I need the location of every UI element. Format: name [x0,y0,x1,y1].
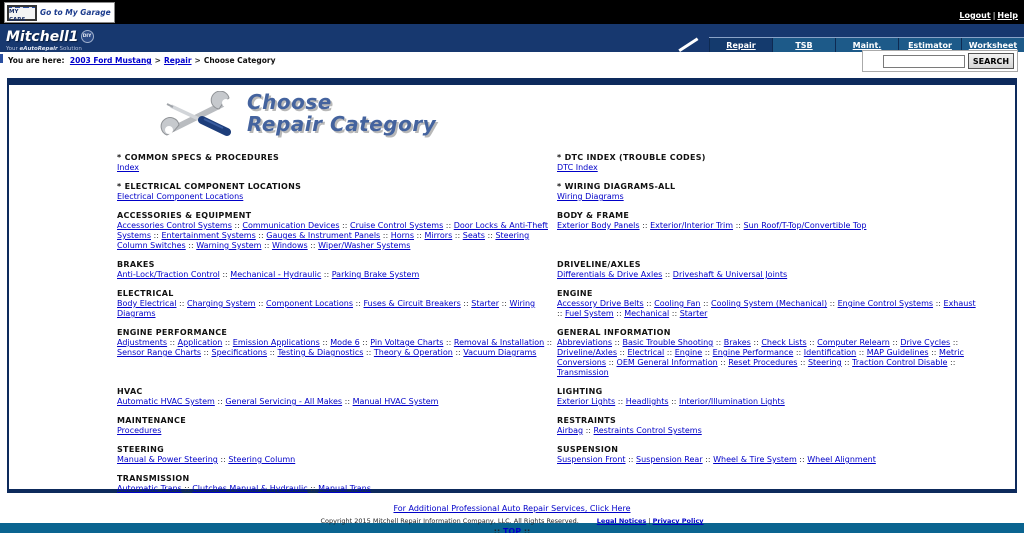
category-section [117,328,557,378]
link-separator: :: [583,426,594,435]
category-link[interactable]: Windows [271,241,308,250]
category-link[interactable]: Restraints Control Systems [593,426,702,435]
link-separator: :: [793,348,804,357]
tab-label: Estimator [908,40,952,50]
my-cars-plate-label: MY CARS [9,8,26,23]
category-link[interactable]: Manual Trans [318,484,371,493]
category-link[interactable]: Interior/Illumination Lights [679,397,785,406]
link-separator: :: [797,358,808,367]
link-separator: :: [307,241,319,250]
main-content-box [7,78,1017,493]
link-separator: :: [217,455,229,464]
category-link[interactable]: Adjustments [117,338,168,347]
category-link[interactable]: Headlights [625,397,669,406]
tab-label: TSB [795,40,813,50]
logout-link[interactable]: Logout [959,11,991,20]
category-link[interactable]: Entertainment Systems [161,231,256,240]
link-separator: :: [733,221,744,230]
diy-badge-icon: DIY [81,30,94,43]
link-separator: :: [214,397,226,406]
header-bar [0,24,1024,52]
top-links-divider: | [992,11,996,20]
category-link[interactable]: Basic Trouble Shooting [622,338,714,347]
link-separator: :: [484,231,496,240]
link-separator: :: [151,231,162,240]
footer-promo-link[interactable]: For Additional Professional Auto Repair Services, Click Here [393,504,631,513]
category-link[interactable]: Clutches Manual & Hydraulic [192,484,308,493]
category-link[interactable]: MAP Guidelines [866,348,929,357]
category-link[interactable]: Mode 6 [330,338,360,347]
category-link[interactable]: Charging System [187,299,256,308]
link-separator: :: [414,231,425,240]
category-link[interactable]: Specifications [211,348,268,357]
category-link[interactable]: Suspension Front [557,455,626,464]
link-separator: :: [544,338,553,347]
help-link[interactable]: Help [997,11,1018,20]
link-separator: :: [613,309,625,318]
footer-top-row: :: TOP :: [0,527,1024,533]
search-input[interactable] [883,55,965,68]
link-separator: :: [612,338,623,347]
category-links [557,426,977,436]
category-links [117,397,557,407]
category-heading: ENGINE [557,289,593,298]
link-separator: :: [615,397,626,406]
category-heading: ENGINE PERFORMANCE [117,328,228,337]
link-separator: :: [700,299,711,308]
category-link[interactable]: Electrical [627,348,665,357]
category-grid [117,153,1015,494]
category-link[interactable]: Gauges & Instrument Panels [266,231,381,240]
link-separator: :: [319,338,331,347]
category-section [557,182,977,202]
logo-text: Mitchell1 [6,29,79,45]
category-link[interactable]: Engine [674,348,703,357]
link-separator: :: [255,231,267,240]
link-separator: :: [443,221,454,230]
category-link[interactable]: OEM General Information [616,358,718,367]
link-separator: :: [717,358,729,367]
category-link[interactable]: Pin Voltage Charts [370,338,444,347]
page-title-line2: Repair Category [247,112,437,136]
category-link[interactable]: Steering Column [228,455,296,464]
category-link[interactable]: Transmission [557,368,609,377]
category-link[interactable]: Door Locks & Anti-Theft Systems [117,221,548,240]
link-separator: :: [950,338,959,347]
category-links [557,270,977,280]
category-link[interactable]: Communication Devices [242,221,340,230]
category-link[interactable]: Drive Cycles [900,338,951,347]
category-links [557,397,977,407]
link-separator: :: [167,338,178,347]
link-separator: :: [255,299,267,308]
category-links [557,221,977,231]
category-section [557,289,977,319]
category-links [557,299,977,319]
category-link[interactable]: Wiper/Washer Systems [318,241,411,250]
link-separator: :: [201,348,212,357]
category-link[interactable]: Testing & Diagnostics [277,348,364,357]
link-separator: :: [827,299,838,308]
link-separator: :: [664,348,675,357]
category-link[interactable]: Mechanical - Hydraulic [230,270,322,279]
category-heading: RESTRAINTS [557,416,617,425]
category-link[interactable]: Theory & Operation [373,348,453,357]
link-separator: :: [750,338,762,347]
link-separator: :: [933,299,944,308]
category-link[interactable]: Fuel System [564,309,614,318]
tab-label: Worksheet [968,40,1018,50]
legal-notices-link[interactable]: Legal Notices [596,517,647,525]
category-link[interactable]: Automatic HVAC System [117,397,215,406]
category-link[interactable]: Wheel & Tire System [713,455,797,464]
footer [0,493,1024,533]
category-link[interactable]: Engine Control Systems [837,299,934,308]
breadcrumb-vehicle-link[interactable]: 2003 Ford Mustang [69,56,152,65]
category-section [117,445,557,465]
category-section [557,211,977,251]
link-separator: :: [219,270,231,279]
category-section [557,260,977,280]
category-link[interactable]: Exterior Lights [557,397,616,406]
link-separator: :: [181,484,193,493]
breadcrumb-repair-link[interactable]: Repair [163,56,192,65]
breadcrumb-separator: > [154,56,161,65]
copyright-text: Copyright 2015 Mitchell Repair Information Company, LLC. All Rights Reserved. [320,517,579,525]
category-section [117,387,557,407]
category-section [117,153,557,173]
category-link[interactable]: Sensor Range Charts [117,348,202,357]
go-to-my-garage-button[interactable] [4,2,115,23]
category-link[interactable]: Seats [462,231,485,240]
category-link[interactable]: Exhaust [943,299,976,308]
category-section [117,211,557,251]
category-section [117,182,557,202]
link-separator: :: [947,358,956,367]
category-link[interactable]: Electrical Component Locations [117,192,244,201]
category-section [557,328,977,378]
category-link[interactable]: Emission Applications [232,338,320,347]
link-separator: :: [856,348,867,357]
category-link[interactable]: Exterior/Interior Trim [650,221,734,230]
link-separator: :: [796,455,808,464]
link-separator: :: [443,338,454,347]
category-heading: BRAKES [117,260,155,269]
category-link[interactable]: Brakes [723,338,751,347]
category-link[interactable]: Cooling Fan [654,299,701,308]
category-links [557,192,977,202]
category-link[interactable]: Accessory Drive Belts [557,299,644,308]
top-bar [0,0,1024,24]
my-cars-plate-icon [7,5,37,21]
category-heading: * COMMON SPECS & PROCEDURES [117,153,280,162]
link-separator: :: [363,348,374,357]
category-link[interactable]: Driveline/Axles [557,348,617,357]
category-section [557,153,977,173]
link-separator: :: [452,348,464,357]
tab-label: Maint. [852,40,882,50]
category-links [557,455,977,465]
category-links [117,221,557,251]
link-separator: :: [643,299,655,308]
category-link[interactable]: Application [177,338,223,347]
category-section [117,416,557,436]
category-section [117,260,557,280]
link-separator: :: [185,241,197,250]
category-link[interactable]: Steering Column Switches [117,231,530,250]
category-links [117,455,557,465]
category-link[interactable]: Procedures [117,426,162,435]
category-link[interactable]: Fuses & Circuit Breakers [363,299,461,308]
category-heading: LIGHTING [557,387,603,396]
page-title-line1: Choose [247,90,332,114]
search-button[interactable]: SEARCH [968,53,1014,69]
category-heading: ACCESSORIES & EQUIPMENT [117,211,252,220]
search-panel [862,50,1018,72]
link-separator: :: [499,299,510,308]
category-link[interactable]: Abbreviations [557,338,613,347]
category-link[interactable]: Vacuum Diagrams [463,348,537,357]
category-link[interactable]: Component Locations [266,299,354,308]
category-link[interactable]: General Servicing - All Makes [225,397,343,406]
category-link[interactable]: Traction Control Disable [852,358,948,367]
category-section [557,416,977,436]
link-separator: :: [460,299,472,308]
link-separator: :: [307,484,319,493]
link-separator: :: [606,358,617,367]
category-link[interactable]: Automatic Trans [117,484,182,493]
link-separator: :: [625,455,637,464]
link-separator: :: [231,221,243,230]
category-links [117,299,557,319]
page-title [247,91,436,135]
link-separator: :: [662,270,673,279]
category-links [557,163,977,173]
category-link[interactable]: Exterior Body Panels [557,221,640,230]
link-separator: :: [452,231,463,240]
category-section [557,445,977,465]
category-link[interactable]: Mirrors [424,231,453,240]
category-heading: * DTC INDEX (TROUBLE CODES) [557,153,706,162]
footer-divider: | [648,517,651,525]
mitchell1-logo [6,26,94,52]
category-link[interactable]: Suspension Rear [636,455,703,464]
category-link[interactable]: Reset Procedures [728,358,798,367]
category-heading: ELECTRICAL [117,289,174,298]
category-link[interactable]: Driveshaft & Universal Joints [672,270,788,279]
category-heading: TRANSMISSION [117,474,190,483]
link-separator: :: [353,299,364,308]
link-separator: :: [669,309,680,318]
category-link[interactable]: Removal & Installation [453,338,545,347]
category-link[interactable]: Index [117,163,140,172]
category-section [117,289,557,319]
diagonal-slash-decoration [678,38,698,52]
breadcrumb-prefix: You are here: [8,56,65,65]
breadcrumb-current: Choose Category [203,56,276,65]
category-section [557,387,977,407]
category-heading: HVAC [117,387,143,396]
category-heading: GENERAL INFORMATION [557,328,671,337]
category-link[interactable]: Steering [807,358,842,367]
link-separator: :: [261,241,272,250]
link-separator: :: [639,221,651,230]
category-link[interactable]: Check Lists [761,338,807,347]
corner-mark [0,54,3,63]
category-heading: * ELECTRICAL COMPONENT LOCATIONS [117,182,302,191]
category-heading: SUSPENSION [557,445,619,454]
category-link[interactable]: Body Electrical [117,299,177,308]
link-separator: :: [702,455,714,464]
category-links [557,338,977,378]
category-link[interactable]: DTC Index [557,163,598,172]
link-separator: :: [702,348,713,357]
category-link[interactable]: Warning System [196,241,262,250]
category-links [117,484,557,494]
link-separator: :: [380,231,391,240]
category-section [117,474,557,494]
category-link[interactable]: Anti-Lock/Traction Control [117,270,220,279]
category-links [117,426,557,436]
link-separator: :: [342,397,353,406]
category-link[interactable]: Engine Performance [712,348,794,357]
category-links [117,270,557,280]
link-separator: :: [889,338,901,347]
logo-tagline: Your eAutoRepair Solution [6,46,82,52]
link-separator: :: [668,397,680,406]
category-section [557,474,977,494]
link-separator: :: [841,358,853,367]
category-link[interactable]: Sun Roof/T-Top/Convertible Top [743,221,867,230]
link-separator: :: [557,309,565,318]
link-separator: :: [928,348,940,357]
category-link[interactable]: Accessories Control Systems [117,221,232,230]
crossed-tools-icon [157,91,239,139]
category-link[interactable]: Identification [803,348,857,357]
tab-tsb[interactable] [772,38,835,52]
category-heading: MAINTENANCE [117,416,186,425]
category-link[interactable]: Wheel Alignment [807,455,876,464]
link-separator: :: [359,338,371,347]
category-heading: STEERING [117,445,164,454]
garage-button-label: Go to My Garage [40,7,111,17]
category-link[interactable]: Starter [471,299,500,308]
link-separator: :: [321,270,332,279]
category-heading: * WIRING DIAGRAMS-ALL [557,182,676,191]
category-link[interactable]: Metric Conversions [557,348,964,367]
link-separator: :: [267,348,278,357]
category-link[interactable]: Horns [390,231,415,240]
category-link[interactable]: Cooling System (Mechanical) [710,299,828,308]
category-links [117,338,557,358]
category-link[interactable]: Airbag [557,426,584,435]
link-separator: :: [806,338,818,347]
link-separator: :: [222,338,233,347]
link-separator: :: [713,338,724,347]
category-link[interactable]: Wiring Diagrams [557,192,624,201]
category-link[interactable]: Computer Relearn [817,338,890,347]
link-separator: :: [339,221,350,230]
link-separator: :: [176,299,187,308]
link-separator: :: [616,348,628,357]
category-links [117,163,557,173]
category-links [117,192,557,202]
category-link[interactable]: Starter [679,309,708,318]
category-link[interactable]: Cruise Control Systems [349,221,444,230]
tab-repair[interactable] [709,38,772,52]
tab-label: Repair [726,40,756,50]
category-link[interactable]: Wiring Diagrams [117,299,536,318]
category-heading: DRIVELINE/AXLES [557,260,641,269]
breadcrumb-separator: > [194,56,201,65]
category-link[interactable]: Differentials & Drive Axles [557,270,663,279]
category-link[interactable]: Mechanical [624,309,670,318]
category-link[interactable]: Manual & Power Steering [117,455,218,464]
privacy-policy-link[interactable]: Privacy Policy [652,517,704,525]
category-heading: BODY & FRAME [557,211,630,220]
category-link[interactable]: Manual HVAC System [352,397,439,406]
category-link[interactable]: Parking Brake System [331,270,420,279]
top-link[interactable]: TOP [502,527,522,533]
